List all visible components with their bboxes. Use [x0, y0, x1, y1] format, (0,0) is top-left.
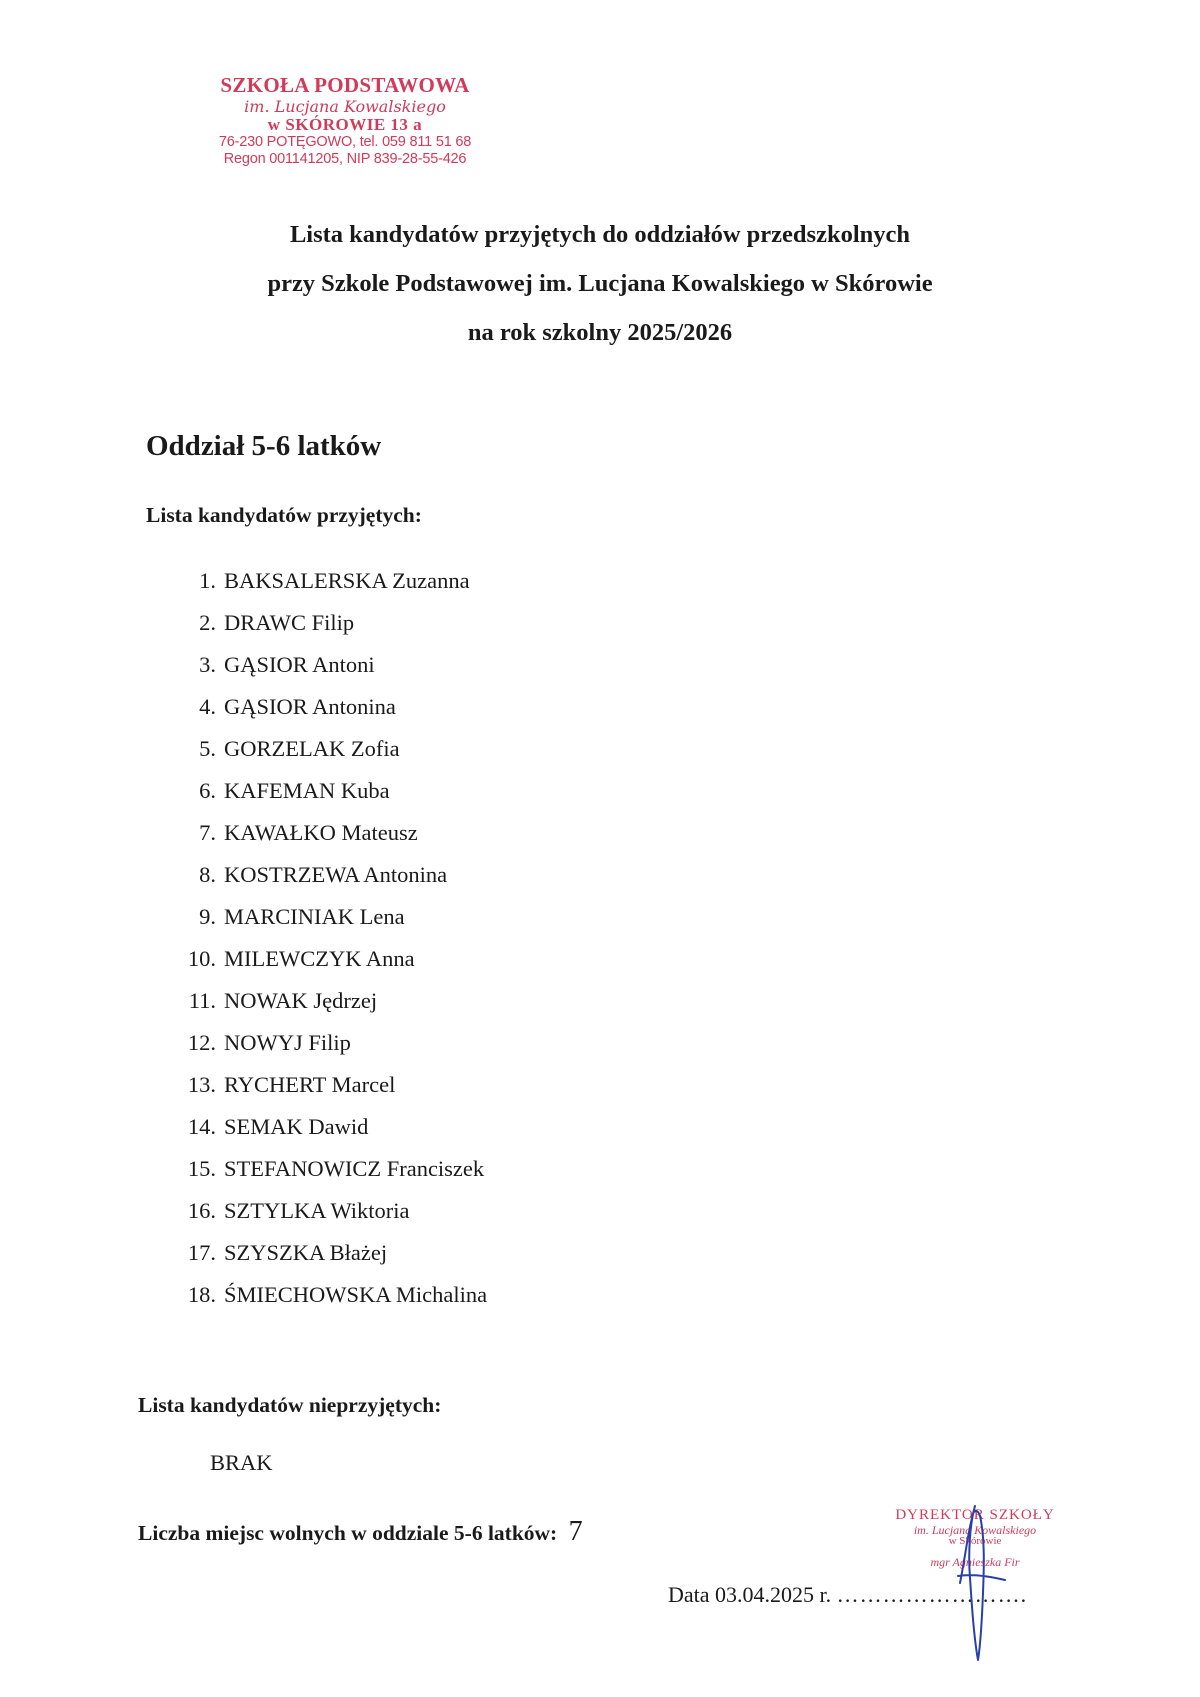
candidate-name: SZTYLKA Wiktoria [224, 1198, 410, 1223]
candidate-name: GĄSIOR Antonina [224, 694, 396, 719]
signature-dots: ……………………. [836, 1582, 1028, 1607]
candidate-item [146, 1106, 487, 1148]
director-stamp-name: mgr Agnieszka Fir [930, 1554, 1020, 1569]
candidate-item [146, 1064, 487, 1106]
candidate-name: GORZELAK Zofia [224, 736, 400, 761]
candidate-name: BAKSALERSKA Zuzanna [224, 568, 470, 593]
candidate-name: KOSTRZEWA Antonina [224, 862, 448, 887]
stamp-school-name: SZKOŁA PODSTAWOWA [220, 73, 470, 97]
director-stamp-location: w Skórowie [948, 1535, 1002, 1548]
director-stamp-patron: im. Lucjana Kowalskiego [913, 1522, 1037, 1537]
candidate-name: MARCINIAK Lena [224, 904, 405, 929]
candidate-name: NOWAK Jędrzej [224, 988, 378, 1013]
candidate-number: 1. [199, 568, 216, 593]
candidate-number: 12. [187, 1030, 216, 1055]
title-line-1: Lista kandydatów przyjętych do oddziałów przedszkolnych [289, 221, 911, 248]
candidate-number: 7. [199, 820, 216, 845]
stamp-location: w SKÓROWIE 13 a [267, 115, 423, 135]
candidate-item [146, 812, 487, 854]
candidate-number: 18. [187, 1282, 216, 1307]
candidate-item [146, 770, 487, 812]
candidate-name: KAFEMAN Kuba [224, 778, 390, 803]
title-line-2: przy Szkole Podstawowej im. Lucjana Kowalskiego w Skórowie [267, 270, 933, 297]
accepted-candidates-list [146, 560, 487, 1316]
candidate-number: 9. [199, 904, 216, 929]
candidate-name: SEMAK Dawid [224, 1114, 369, 1139]
candidate-number: 6. [199, 778, 216, 803]
free-places-label: Liczba miejsc wolnych w oddziale 5-6 latków: [138, 1521, 558, 1545]
candidate-item [146, 1232, 487, 1274]
director-stamp-title: DYREKTOR SZKOŁY [895, 1507, 1055, 1523]
candidate-number: 14. [187, 1114, 216, 1139]
candidate-number: 13. [187, 1072, 216, 1097]
accepted-list-heading: Lista kandydatów przyjętych: [146, 503, 422, 527]
candidate-number: 8. [199, 862, 216, 887]
free-places [138, 1516, 583, 1548]
director-signature [930, 1498, 1020, 1668]
candidate-name: GĄSIOR Antoni [224, 652, 375, 677]
candidate-name: ŚMIECHOWSKA Michalina [224, 1282, 488, 1307]
candidate-name: NOWYJ Filip [224, 1030, 351, 1055]
candidate-item [146, 1022, 487, 1064]
rejected-list-heading: Lista kandydatów nieprzyjętych: [138, 1393, 442, 1417]
candidate-number: 10. [187, 946, 216, 971]
candidate-item [146, 896, 487, 938]
candidate-item [146, 560, 487, 602]
candidate-number: 2. [199, 610, 216, 635]
candidate-item [146, 602, 487, 644]
candidate-name: DRAWC Filip [224, 610, 355, 635]
candidate-name: SZYSZKA Błażej [224, 1240, 388, 1265]
candidate-item [146, 938, 487, 980]
stamp-regon-nip: Regon 001141205, NIP 839-28-55-426 [223, 150, 467, 167]
candidate-number: 11. [188, 988, 216, 1013]
candidate-item [146, 1190, 487, 1232]
candidate-number: 16. [187, 1198, 216, 1223]
title-line-3: na rok szkolny 2025/2026 [467, 319, 733, 346]
candidate-number: 5. [199, 736, 216, 761]
candidate-item [146, 644, 487, 686]
candidate-item [146, 854, 487, 896]
candidate-item [146, 728, 487, 770]
candidate-number: 3. [199, 652, 216, 677]
date-value: 03.04.2025 r. [715, 1582, 832, 1607]
candidate-number: 15. [187, 1156, 216, 1181]
candidate-name: MILEWCZYK Anna [224, 946, 415, 971]
rejected-list-value: BRAK [210, 1450, 273, 1475]
candidate-name: RYCHERT Marcel [224, 1072, 396, 1097]
candidate-item [146, 1274, 487, 1316]
free-places-value: 7 [568, 1516, 583, 1547]
section-heading: Oddział 5-6 latków [146, 430, 382, 462]
school-header-stamp [214, 74, 476, 167]
candidate-number: 4. [199, 694, 216, 719]
stamp-address-phone: 76-230 POTĘGOWO, tel. 059 811 51 68 [218, 134, 472, 151]
candidate-number: 17. [187, 1240, 216, 1265]
candidate-item [146, 980, 487, 1022]
candidate-item [146, 1148, 487, 1190]
candidate-name: KAWAŁKO Mateusz [224, 820, 418, 845]
candidate-name: STEFANOWICZ Franciszek [224, 1156, 485, 1181]
date-label: Data [668, 1582, 710, 1607]
stamp-patron: im. Lucjana Kowalskiego [244, 96, 446, 116]
document-title [0, 210, 1200, 357]
candidate-item [146, 686, 487, 728]
